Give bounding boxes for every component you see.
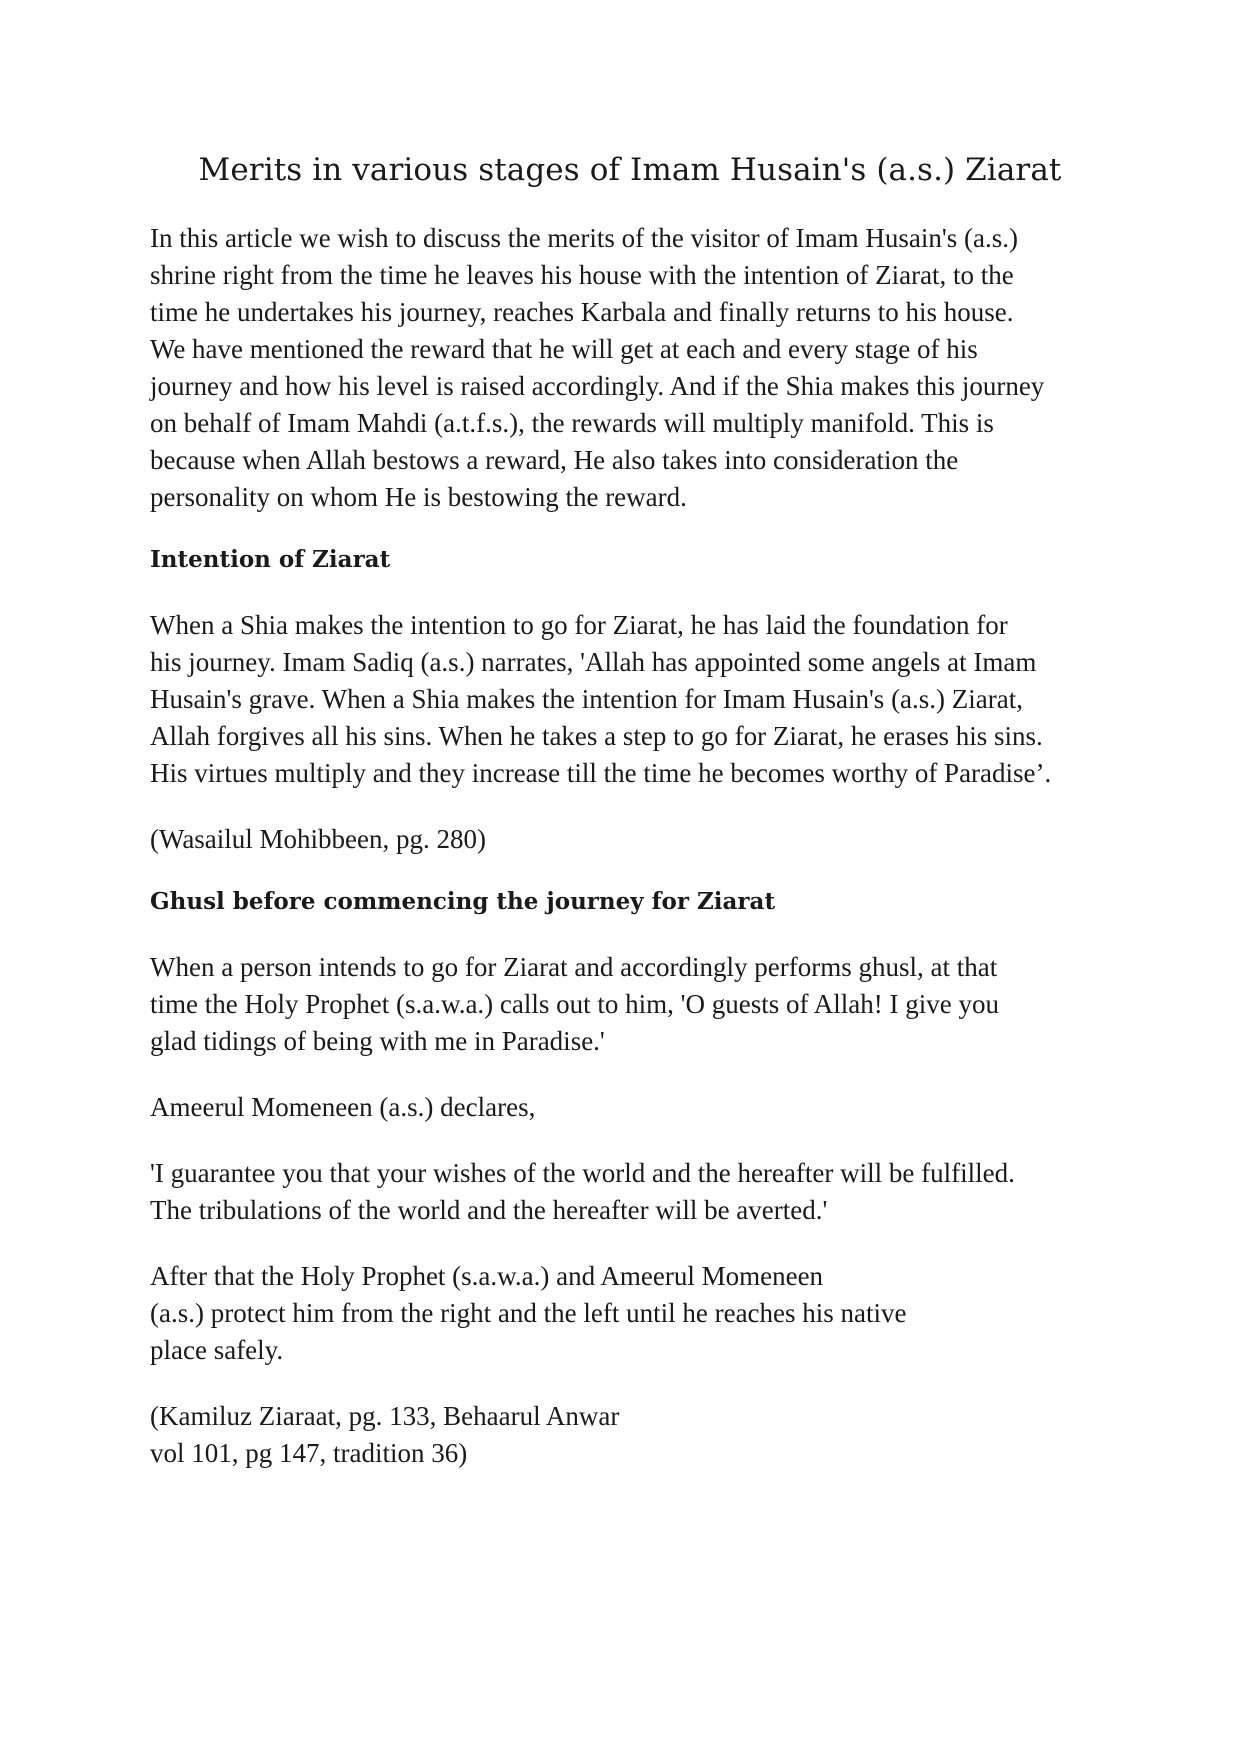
ghusl-paragraph: When a person intends to go for Ziarat and accordingly performs ghusl, at that time the Holy Prophet (s.a.w.a.) calls out to him, 'O guests of Allah! I give you glad tidings of being with me in Paradise.' xyxy=(150,952,999,1057)
intention-paragraph: When a Shia makes the intention to go for Ziarat, he has laid the foundation for his journey. Imam Sadiq (a.s.) narrates, 'Allah has appointed some angels at Imam Husain's grave. When a Shia makes the intention for Imam Husain's (a.s.) Ziarat, Allah forgives all his sins. When he takes a step to go for Ziarat, he erases his sins. His virtues multiply and they increase till the time he becomes worthy of Paradise’. xyxy=(150,610,1052,789)
section-heading-ghusl: Ghusl before commencing the journey for Ziarat xyxy=(150,888,776,916)
ghusl-citation: (Kamiluz Ziaraat, pg. 133, Behaarul Anwar vol 101, pg 147, tradition 36) xyxy=(150,1401,620,1469)
guarantee-quote: 'I guarantee you that your wishes of the world and the hereafter will be fulfilled. The tribulations of the world and the hereafter will be averted.' xyxy=(150,1158,1015,1226)
section-heading-intention: Intention of Ziarat xyxy=(150,546,391,574)
document-content xyxy=(150,150,1110,1501)
page-title: Merits in various stages of Imam Husain's (a.s.) Ziarat xyxy=(198,152,1062,188)
intention-citation: (Wasailul Mohibbeen, pg. 280) xyxy=(150,824,487,855)
intro-paragraph: In this article we wish to discuss the merits of the visitor of Imam Husain's (a.s.) shrine right from the time he leaves his house with the intention of Ziarat, to the time he undertakes his journey, reaches Karbala and finally returns to his house. We have mentioned the reward that he will get at each and every stage of his journey and how his level is raised accordingly. And if the Shia makes this journey on behalf of Imam Mahdi (a.t.f.s.), the rewards will multiply manifold. This is because when Allah bestows a reward, He also takes into consideration the personality on whom He is bestowing the reward. xyxy=(150,223,1045,513)
declaration-intro: Ameerul Momeneen (a.s.) declares, xyxy=(150,1092,536,1123)
protection-paragraph: After that the Holy Prophet (s.a.w.a.) and Ameerul Momeneen (a.s.) protect him from the right and the left until he reaches his native place safely. xyxy=(150,1261,907,1366)
